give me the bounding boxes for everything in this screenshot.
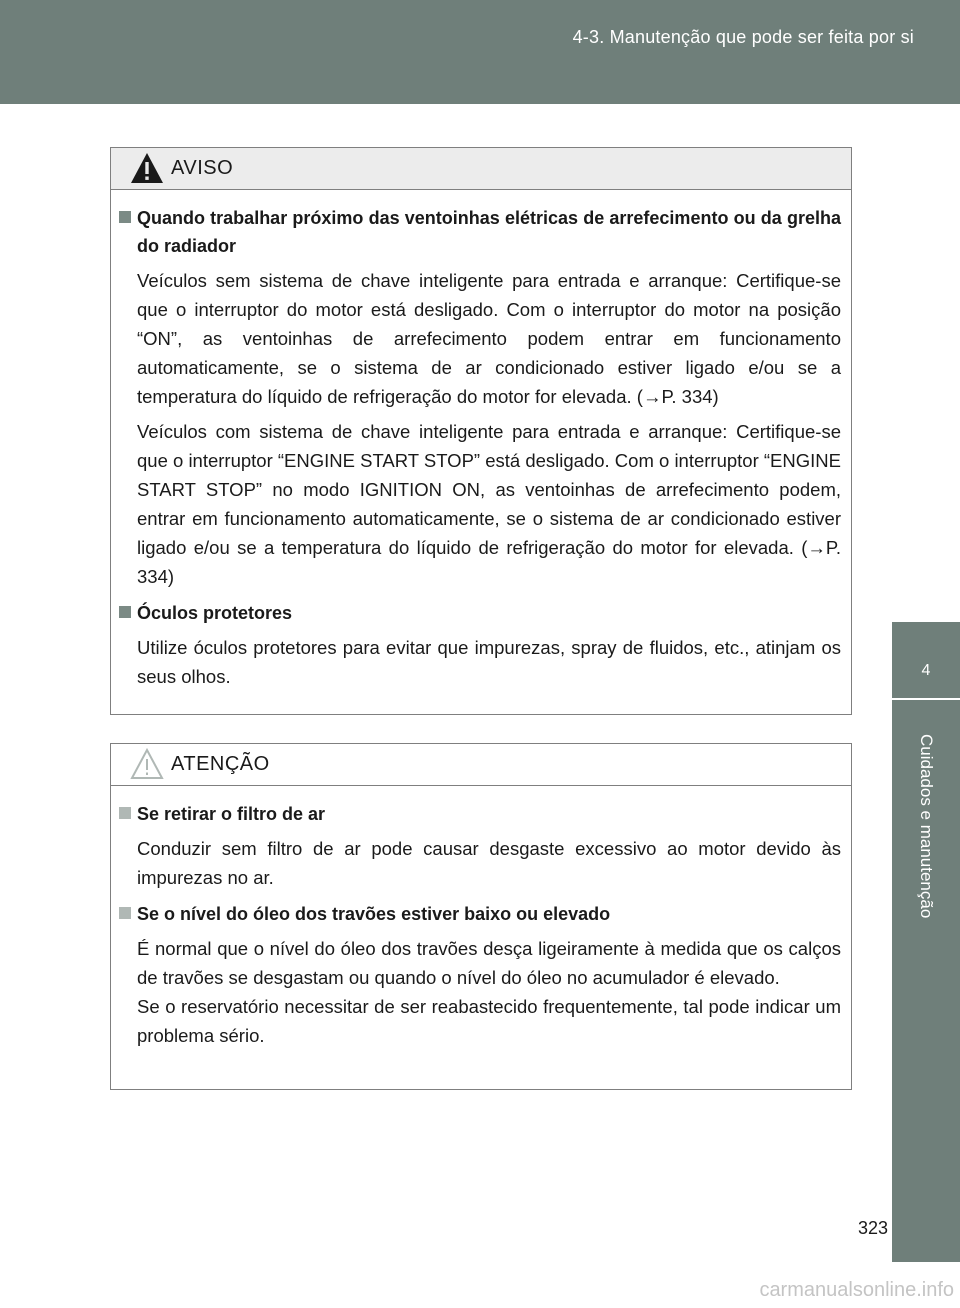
chapter-tab-divider	[892, 698, 960, 700]
aviso-box	[110, 147, 852, 715]
page-number: 323	[857, 1218, 888, 1238]
aviso-body	[111, 190, 851, 691]
paragraph: Veículos sem sistema de chave inteligente para entrada e arranque: Certifique-se que o interruptor do motor está desligado. Com o interruptor do motor na posição “ON”, as ventoinhas de arrefecimento podem entrar em funcionamento automaticamente, se o sistema de ar condicionado estiver ligado e/ou se a temperatura do líquido de refrigeração do motor for elevada. (→P. 334)	[137, 270, 841, 407]
section-heading: Óculos protetores	[119, 599, 841, 627]
section-heading: Quando trabalhar próximo das ventoinhas elétricas de arrefecimento ou da grelha do radiador	[119, 204, 841, 260]
atencao-header	[111, 744, 851, 786]
section-heading: Se o nível do óleo dos travões estiver baixo ou elevado	[119, 900, 841, 928]
paragraph: Conduzir sem filtro de ar pode causar desgaste excessivo ao motor devido às impurezas no ar.	[137, 838, 841, 888]
watermark: carmanualsonline.info	[759, 1279, 954, 1301]
chapter-label: Cuidados e manutenção	[917, 734, 936, 919]
square-bullet-icon	[119, 606, 131, 618]
atencao-title: ATENÇÃO	[171, 753, 270, 775]
aviso-title: AVISO	[171, 157, 234, 179]
section-title: 4-3. Manutenção que pode ser feita por si	[572, 27, 914, 47]
warning-filled-icon	[129, 151, 165, 185]
paragraph: É normal que o nível do óleo dos travões desça ligeiramente à medida que os calços de travões se desgastam ou quando o nível do óleo no acumulador é elevado.	[137, 938, 841, 988]
square-bullet-icon	[119, 807, 131, 819]
paragraph: Veículos com sistema de chave inteligente para entrada e arranque: Certifique-se que o interruptor “ENGINE START STOP” está desligado. Com o interruptor “ENGINE START STOP” no modo IGNITION ON, as ventoinhas de arrefecimento podem, entrar em funcionamento automaticamente, se o sistema de ar condicionado estiver ligado e/ou se a temperatura do líquido de refrigeração do motor for elevada. (→P. 334)	[137, 421, 841, 587]
chapter-side-tab[interactable]	[892, 622, 960, 1262]
atencao-body	[111, 786, 851, 1050]
page-header	[0, 0, 960, 104]
chapter-number: 4	[921, 662, 931, 679]
paragraph: Utilize óculos protetores para evitar que impurezas, spray de fluidos, etc., atinjam os seus olhos.	[137, 637, 841, 687]
section-heading: Se retirar o filtro de ar	[119, 800, 841, 828]
square-bullet-icon	[119, 907, 131, 919]
paragraph: Se o reservatório necessitar de ser reabastecido frequentemente, tal pode indicar um problema sério.	[137, 996, 841, 1046]
warning-outline-icon	[129, 747, 165, 781]
atencao-box	[110, 743, 852, 1090]
square-bullet-icon	[119, 211, 131, 223]
aviso-header	[111, 148, 851, 190]
